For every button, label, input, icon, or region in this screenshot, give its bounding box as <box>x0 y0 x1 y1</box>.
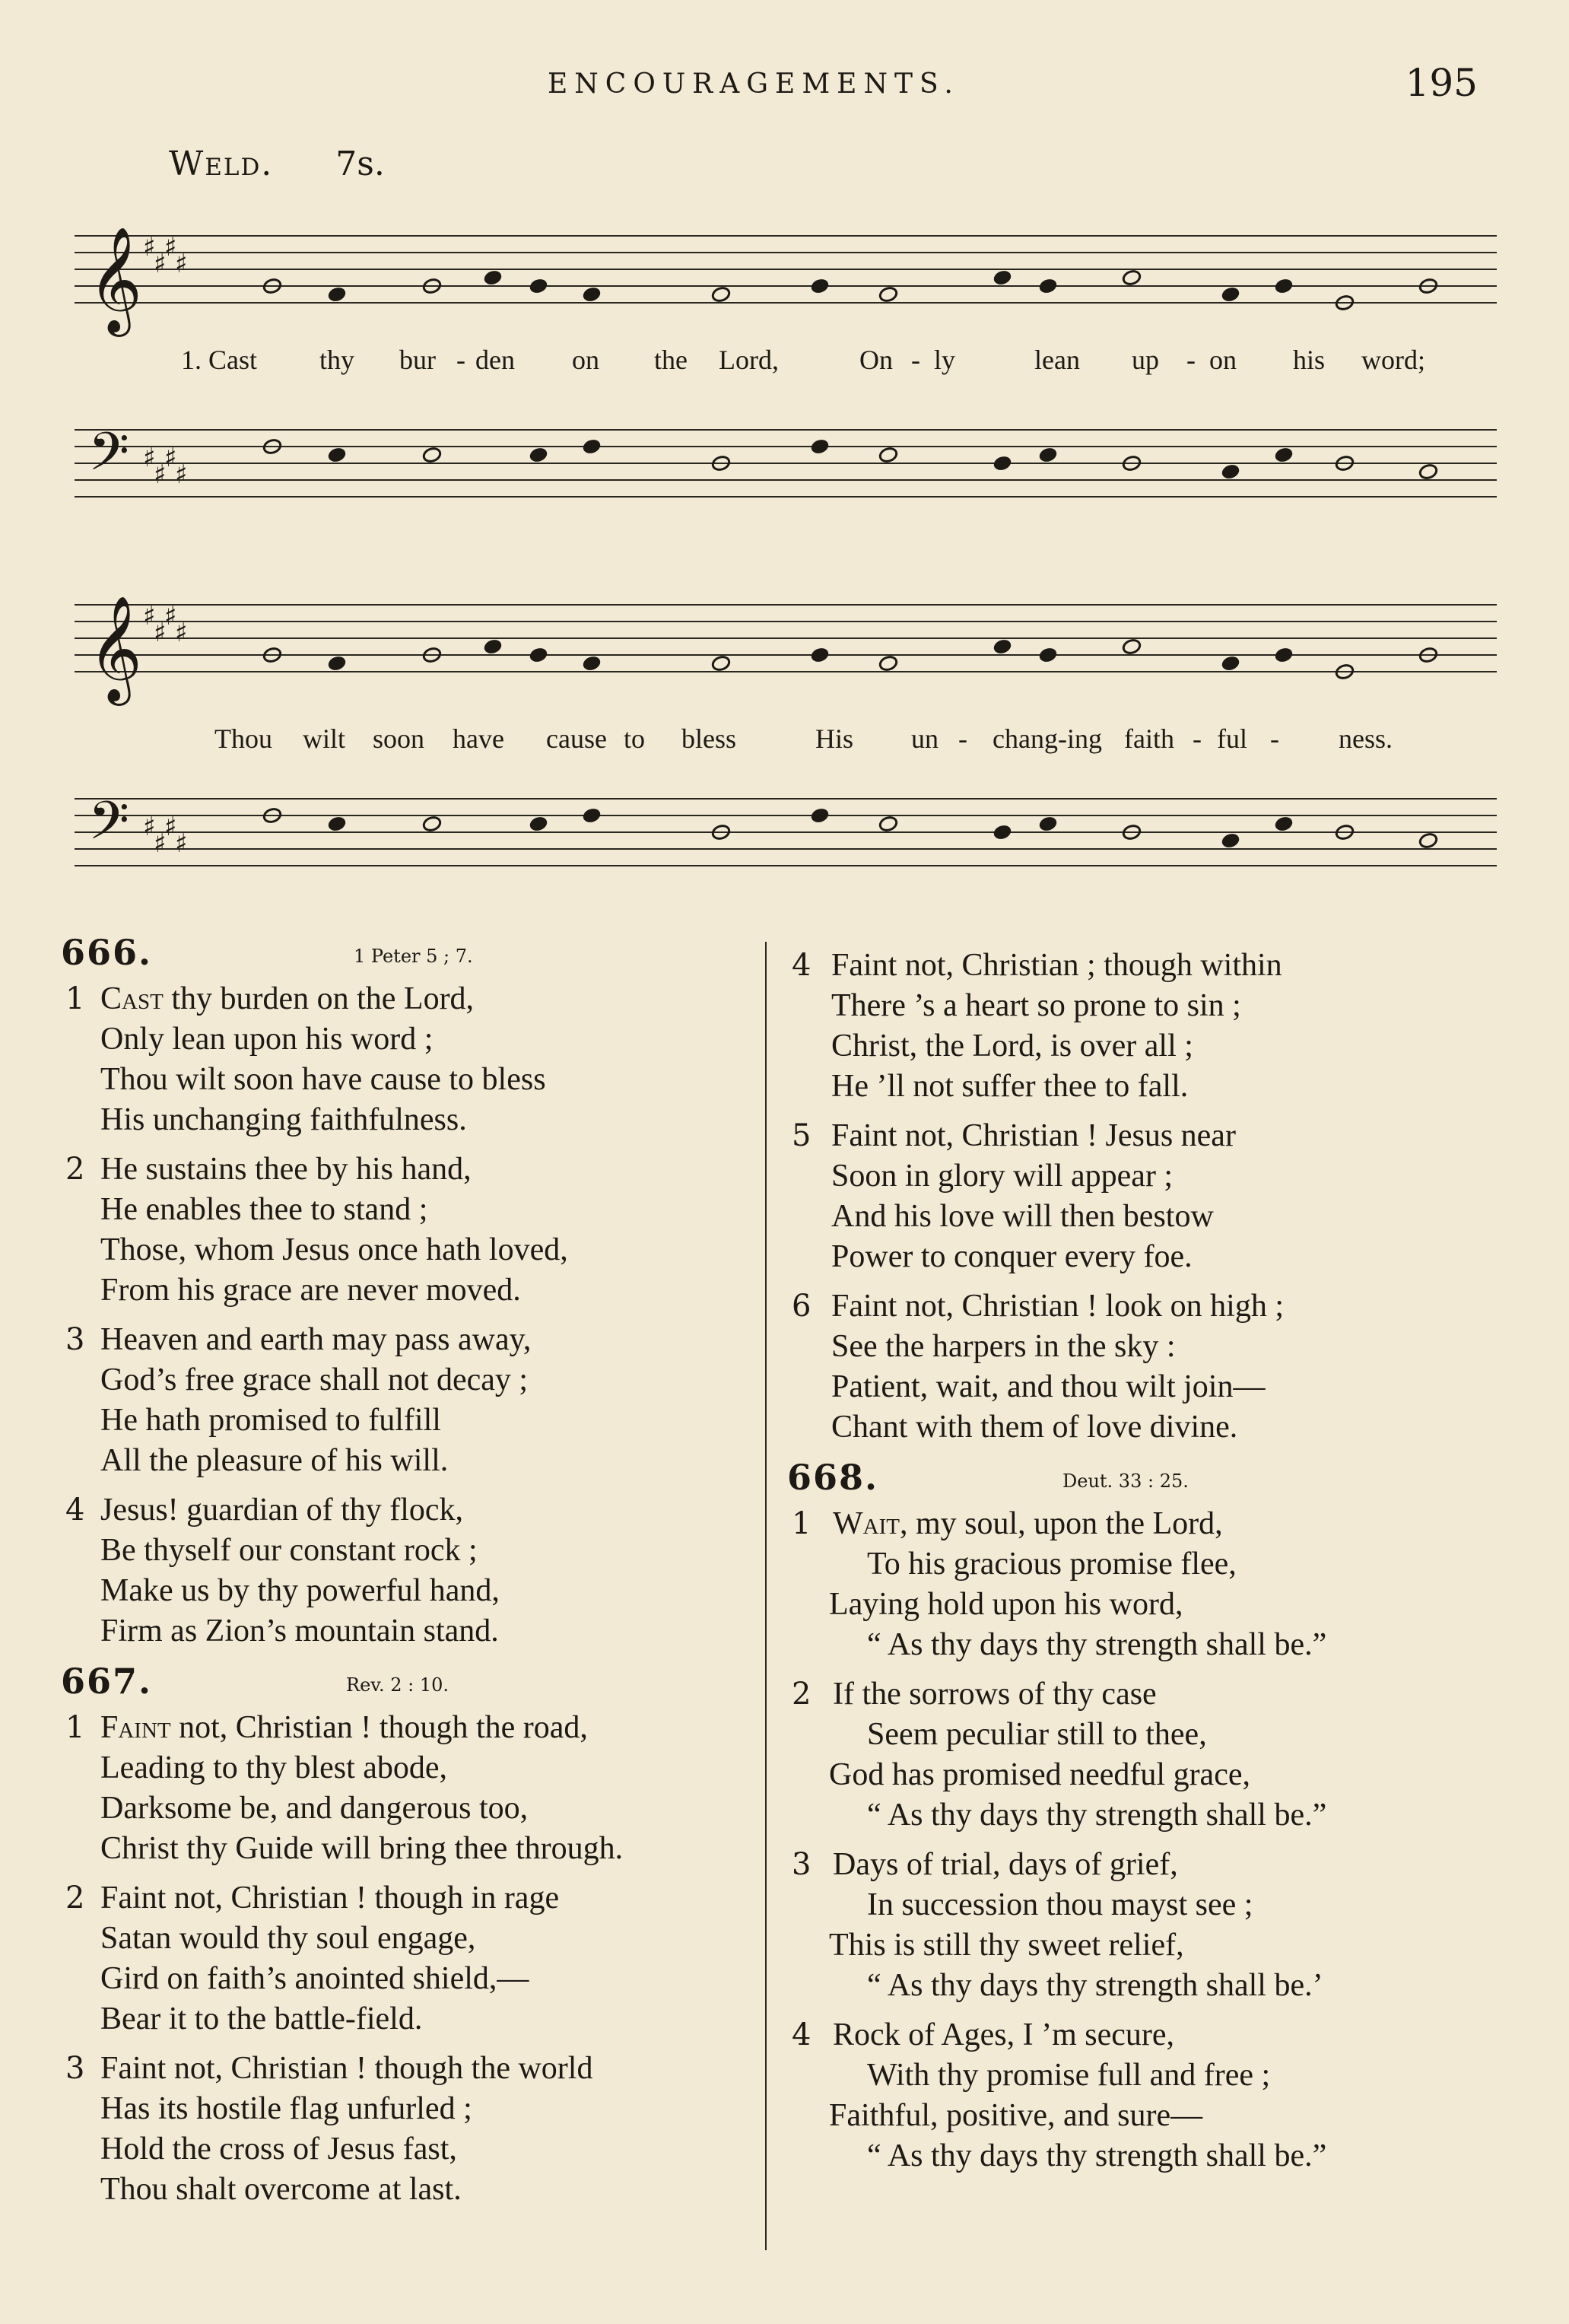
hymn-number: 667. <box>61 1661 153 1702</box>
note-head <box>1221 463 1240 481</box>
verse-line: Power to conquer every foe. <box>831 1239 1193 1274</box>
note-head <box>810 807 830 825</box>
note-head <box>1221 655 1240 672</box>
stanza <box>61 2049 768 2210</box>
hymn-heading <box>61 932 768 979</box>
lyric-syllable: thy <box>319 345 355 375</box>
stanza-number: 1 <box>792 1506 811 1541</box>
lyric-syllable: the <box>654 345 688 375</box>
stanza-number: 1 <box>65 1710 85 1745</box>
note-head <box>422 815 442 833</box>
verse-line: He ’ll not suffer thee to fall. <box>831 1069 1189 1104</box>
stanza <box>61 1878 768 2039</box>
note-head <box>1221 286 1240 304</box>
stanza <box>787 1845 1510 2006</box>
stanza-number: 3 <box>65 2051 85 2086</box>
stanza <box>61 1149 768 1311</box>
lyric-syllable: ful <box>1217 723 1247 754</box>
stanza-number: 1 <box>65 981 85 1016</box>
stanza <box>61 1490 768 1652</box>
note-head <box>1221 832 1240 850</box>
stanza <box>61 979 768 1140</box>
verse-line: In succession thou mayst see ; <box>867 1887 1253 1922</box>
verse-line: All the pleasure of his will. <box>100 1443 449 1478</box>
lyric-syllable: den <box>475 345 515 375</box>
music-system-2 <box>67 590 1504 909</box>
verse-line: Laying hold upon his word, <box>829 1587 1183 1622</box>
stanza <box>787 1504 1510 1665</box>
verse-line: Faint not, Christian ! Jesus near <box>831 1118 1236 1153</box>
note-head <box>810 647 830 664</box>
lyric-syllable: - <box>1193 723 1202 754</box>
bass-clef-icon: 𝄢 <box>88 790 130 864</box>
verse-line: This is still thy sweet relief, <box>829 1928 1184 1963</box>
verse-line-text: not, Christian ! though the road, <box>170 1710 588 1745</box>
verse-line: He enables thee to stand ; <box>100 1192 428 1227</box>
note-head <box>582 438 602 456</box>
note-head <box>810 438 830 456</box>
lyric-syllable: - <box>456 345 465 375</box>
note-head <box>1274 278 1294 295</box>
verse-line: Darksome be, and dangerous too, <box>100 1791 529 1826</box>
lyric-syllable: soon <box>373 723 425 754</box>
sharp-icon: ♯ <box>154 828 167 859</box>
lyric-syllable: ly <box>934 345 956 375</box>
sharp-icon: ♯ <box>175 618 188 648</box>
note-head <box>529 447 548 464</box>
lyric-syllable: - <box>958 723 967 754</box>
note-head <box>1418 832 1438 850</box>
lyric-syllable: - <box>1186 345 1196 375</box>
verse-line: Satan would thy soul engage, <box>100 1921 476 1956</box>
verse-line: “ As thy days thy strength shall be.” <box>867 2138 1327 2173</box>
note-head <box>483 638 503 656</box>
lyric-syllable: to <box>624 723 646 754</box>
note-head <box>878 286 898 304</box>
sharp-icon: ♯ <box>175 828 188 859</box>
treble-clef-icon: 𝄞 <box>88 227 142 332</box>
verse-line: Patient, wait, and thou wilt join— <box>831 1369 1266 1404</box>
note-head <box>993 455 1012 472</box>
note-head <box>327 286 347 304</box>
treble-clef-icon: 𝄞 <box>88 596 142 701</box>
lyric-syllable: Thou <box>214 723 272 754</box>
lyric-syllable: - <box>1270 723 1279 754</box>
verse-line: To his gracious promise flee, <box>867 1547 1237 1582</box>
scripture-reference: 1 Peter 5 ; 7. <box>354 946 473 967</box>
verse-line: Chant with them of love divine. <box>831 1410 1238 1445</box>
verse-line: Those, whom Jesus once hath loved, <box>100 1232 568 1267</box>
verse-line: Be thyself our constant rock ; <box>100 1533 478 1568</box>
column-divider <box>765 942 767 2250</box>
verse-line-text: thy burden on the Lord, <box>163 981 475 1016</box>
lyric-syllable: chang-ing <box>993 723 1102 754</box>
verse-line: Faithful, positive, and sure— <box>829 2098 1203 2133</box>
verse-line: Christ, the Lord, is over all ; <box>831 1028 1193 1063</box>
note-head <box>878 815 898 833</box>
tune-header <box>169 145 385 183</box>
lyric-syllable: his <box>1293 345 1326 375</box>
verse-line: Faint not, Christian ! look on high ; <box>831 1289 1284 1324</box>
hymn-heading <box>787 1457 1510 1504</box>
verse-line: See the harpers in the sky : <box>831 1329 1176 1364</box>
sharp-icon: ♯ <box>143 232 156 262</box>
music-system-1 <box>67 221 1504 540</box>
note-head <box>1274 447 1294 464</box>
lyric-syllable: wilt <box>303 723 346 754</box>
lyric-syllable: un <box>911 723 939 754</box>
lyric-syllable: word; <box>1361 345 1425 375</box>
verse-line: Firm as Zion’s mountain stand. <box>100 1613 499 1648</box>
hymn <box>61 932 768 1652</box>
sharp-icon: ♯ <box>164 443 177 473</box>
left-column <box>61 932 768 2219</box>
stanza <box>787 1116 1510 1277</box>
note-head <box>878 447 898 464</box>
stanza-number: 5 <box>792 1118 811 1153</box>
stanza <box>61 1320 768 1481</box>
sharp-icon: ♯ <box>154 459 167 490</box>
verse-line: “ As thy days thy strength shall be.” <box>867 1798 1327 1833</box>
note-head <box>422 447 442 464</box>
sharp-icon: ♯ <box>164 232 177 262</box>
sharp-icon: ♯ <box>175 249 188 279</box>
sharp-icon: ♯ <box>154 618 167 648</box>
lyric-syllable: faith <box>1124 723 1174 754</box>
note-head <box>878 655 898 672</box>
verse-line: “ As thy days thy strength shall be.’ <box>867 1968 1323 2003</box>
lyric-syllable: have <box>453 723 504 754</box>
note-head <box>1038 278 1058 295</box>
verse-line: Soon in glory will appear ; <box>831 1159 1174 1194</box>
verse-line: God’s free grace shall not decay ; <box>100 1362 529 1397</box>
note-head <box>327 655 347 672</box>
stanza-number: 2 <box>65 1152 85 1187</box>
running-head <box>0 61 1569 107</box>
verse-line: Faint not, Christian ! though in rage <box>100 1881 560 1915</box>
sharp-icon: ♯ <box>154 249 167 279</box>
scripture-reference: Deut. 33 : 25. <box>1062 1470 1189 1492</box>
note-head <box>1274 815 1294 833</box>
running-title: ENCOURAGEMENTS. <box>548 68 960 100</box>
verse-line: Thou shalt overcome at last. <box>100 2172 462 2207</box>
lyric-syllable: cause <box>546 723 607 754</box>
note-head <box>327 447 347 464</box>
lyric-syllable: - <box>911 345 920 375</box>
note-head <box>1038 647 1058 664</box>
verse-line: There ’s a heart so prone to sin ; <box>831 988 1241 1023</box>
lyric-syllable: up <box>1132 345 1159 375</box>
verse-line: Make us by thy powerful hand, <box>100 1573 500 1608</box>
verse-line: “ As thy days thy strength shall be.” <box>867 1627 1327 1662</box>
stanza-number: 4 <box>792 948 811 983</box>
sharp-icon: ♯ <box>143 443 156 473</box>
note-head <box>993 824 1012 841</box>
hymn-number: 666. <box>61 932 153 973</box>
verse-line: And his love will then bestow <box>831 1199 1214 1234</box>
note-head <box>1274 647 1294 664</box>
first-word: Cast <box>100 981 164 1016</box>
tune-name: Weld. <box>169 145 274 183</box>
note-head <box>327 815 347 833</box>
verse-line <box>787 1504 1510 1544</box>
lyric-syllable: His <box>815 723 854 754</box>
lyric-syllable: On <box>859 345 893 375</box>
verse-line: He hath promised to fulfill <box>100 1403 441 1438</box>
lyric-syllable: lean <box>1034 345 1080 375</box>
hymn-heading <box>61 1661 768 1708</box>
stanza-number: 6 <box>792 1289 811 1324</box>
stanza-number: 3 <box>792 1847 811 1882</box>
stanza <box>787 946 1510 1107</box>
sharp-icon: ♯ <box>143 812 156 842</box>
verse-line <box>61 979 768 1019</box>
stanza <box>61 1708 768 1869</box>
tune-meter: 7s. <box>335 145 385 183</box>
sharp-icon: ♯ <box>175 459 188 490</box>
note-head <box>1418 463 1438 481</box>
verse-line: He sustains thee by his hand, <box>100 1152 472 1187</box>
verse-line: If the sorrows of thy case <box>833 1677 1157 1712</box>
verse-line <box>61 1708 768 1748</box>
stanza-number: 3 <box>65 1322 85 1357</box>
bass-staff <box>75 430 1497 497</box>
note-head <box>582 807 602 825</box>
stanza-number: 2 <box>792 1677 811 1712</box>
verse-line: Heaven and earth may pass away, <box>100 1322 532 1357</box>
bass-clef-icon: 𝄢 <box>88 421 130 495</box>
note-head <box>1122 269 1142 287</box>
bass-staff <box>75 799 1497 866</box>
verse-line: Hold the cross of Jesus fast, <box>100 2132 457 2167</box>
note-head <box>993 269 1012 287</box>
verse-line: Bear it to the battle-field. <box>100 2001 423 2036</box>
note-head <box>993 638 1012 656</box>
lyric-syllable: Lord, <box>719 345 779 375</box>
verse-line: His unchanging faithfulness. <box>100 1102 467 1137</box>
sharp-icon: ♯ <box>143 601 156 631</box>
verse-line: Days of trial, days of grief, <box>833 1847 1178 1882</box>
hymn-continued <box>787 932 1510 1448</box>
verse-line: Jesus! guardian of thy flock, <box>100 1493 464 1528</box>
verse-line: Seem peculiar still to thee, <box>867 1717 1207 1752</box>
note-head <box>810 278 830 295</box>
lyric-syllable: on <box>572 345 599 375</box>
stanza <box>787 1286 1510 1448</box>
note-head <box>1038 447 1058 464</box>
stanza <box>787 2015 1510 2176</box>
verse-line: Has its hostile flag unfurled ; <box>100 2091 472 2126</box>
verse-line: With thy promise full and free ; <box>867 2058 1271 2093</box>
lyric-syllable: bless <box>681 723 736 754</box>
lyric-syllable: ness. <box>1339 723 1393 754</box>
verse-line: Gird on faith’s anointed shield,— <box>100 1961 529 1996</box>
verse-line: Rock of Ages, I ’m secure, <box>833 2017 1175 2052</box>
lyric-syllable: 1. Cast <box>181 345 258 375</box>
note-head <box>483 269 503 287</box>
hymn <box>787 1457 1510 2176</box>
note-head <box>582 655 602 672</box>
right-column <box>787 932 1510 2186</box>
verse-line: Thou wilt soon have cause to bless <box>100 1062 546 1097</box>
stanza <box>787 1674 1510 1836</box>
sharp-icon: ♯ <box>164 601 177 631</box>
note-head <box>711 655 731 672</box>
scripture-reference: Rev. 2 : 10. <box>346 1674 449 1696</box>
verse-line-text: , my soul, upon the Lord, <box>899 1506 1223 1541</box>
stanza-number: 4 <box>65 1493 85 1528</box>
verse-line: Leading to thy blest abode, <box>100 1750 448 1785</box>
verse-line: God has promised needful grace, <box>829 1757 1250 1792</box>
note-head <box>711 286 731 304</box>
verse-line: Christ thy Guide will bring thee through. <box>100 1831 624 1866</box>
stanza-number: 4 <box>792 2017 811 2052</box>
verse-line: From his grace are never moved. <box>100 1273 521 1308</box>
lyric-syllable: bur <box>399 345 436 375</box>
verse-line: Only lean upon his word ; <box>100 1022 434 1057</box>
note-head <box>1122 638 1142 656</box>
first-word: Wait <box>833 1506 900 1541</box>
note-head <box>529 647 548 664</box>
lyric-syllable: on <box>1209 345 1237 375</box>
sharp-icon: ♯ <box>164 812 177 842</box>
first-word: Faint <box>100 1710 171 1745</box>
verse-line: Faint not, Christian ; though within <box>831 948 1282 983</box>
hymn <box>61 1661 768 2210</box>
note-head <box>529 278 548 295</box>
stanza-number: 2 <box>65 1881 85 1915</box>
note-head <box>582 286 602 304</box>
hymn-number: 668. <box>787 1457 879 1498</box>
verse-line: Faint not, Christian ! though the world <box>100 2051 593 2086</box>
note-head <box>529 815 548 833</box>
note-head <box>1038 815 1058 833</box>
page-number: 195 <box>1405 61 1478 105</box>
